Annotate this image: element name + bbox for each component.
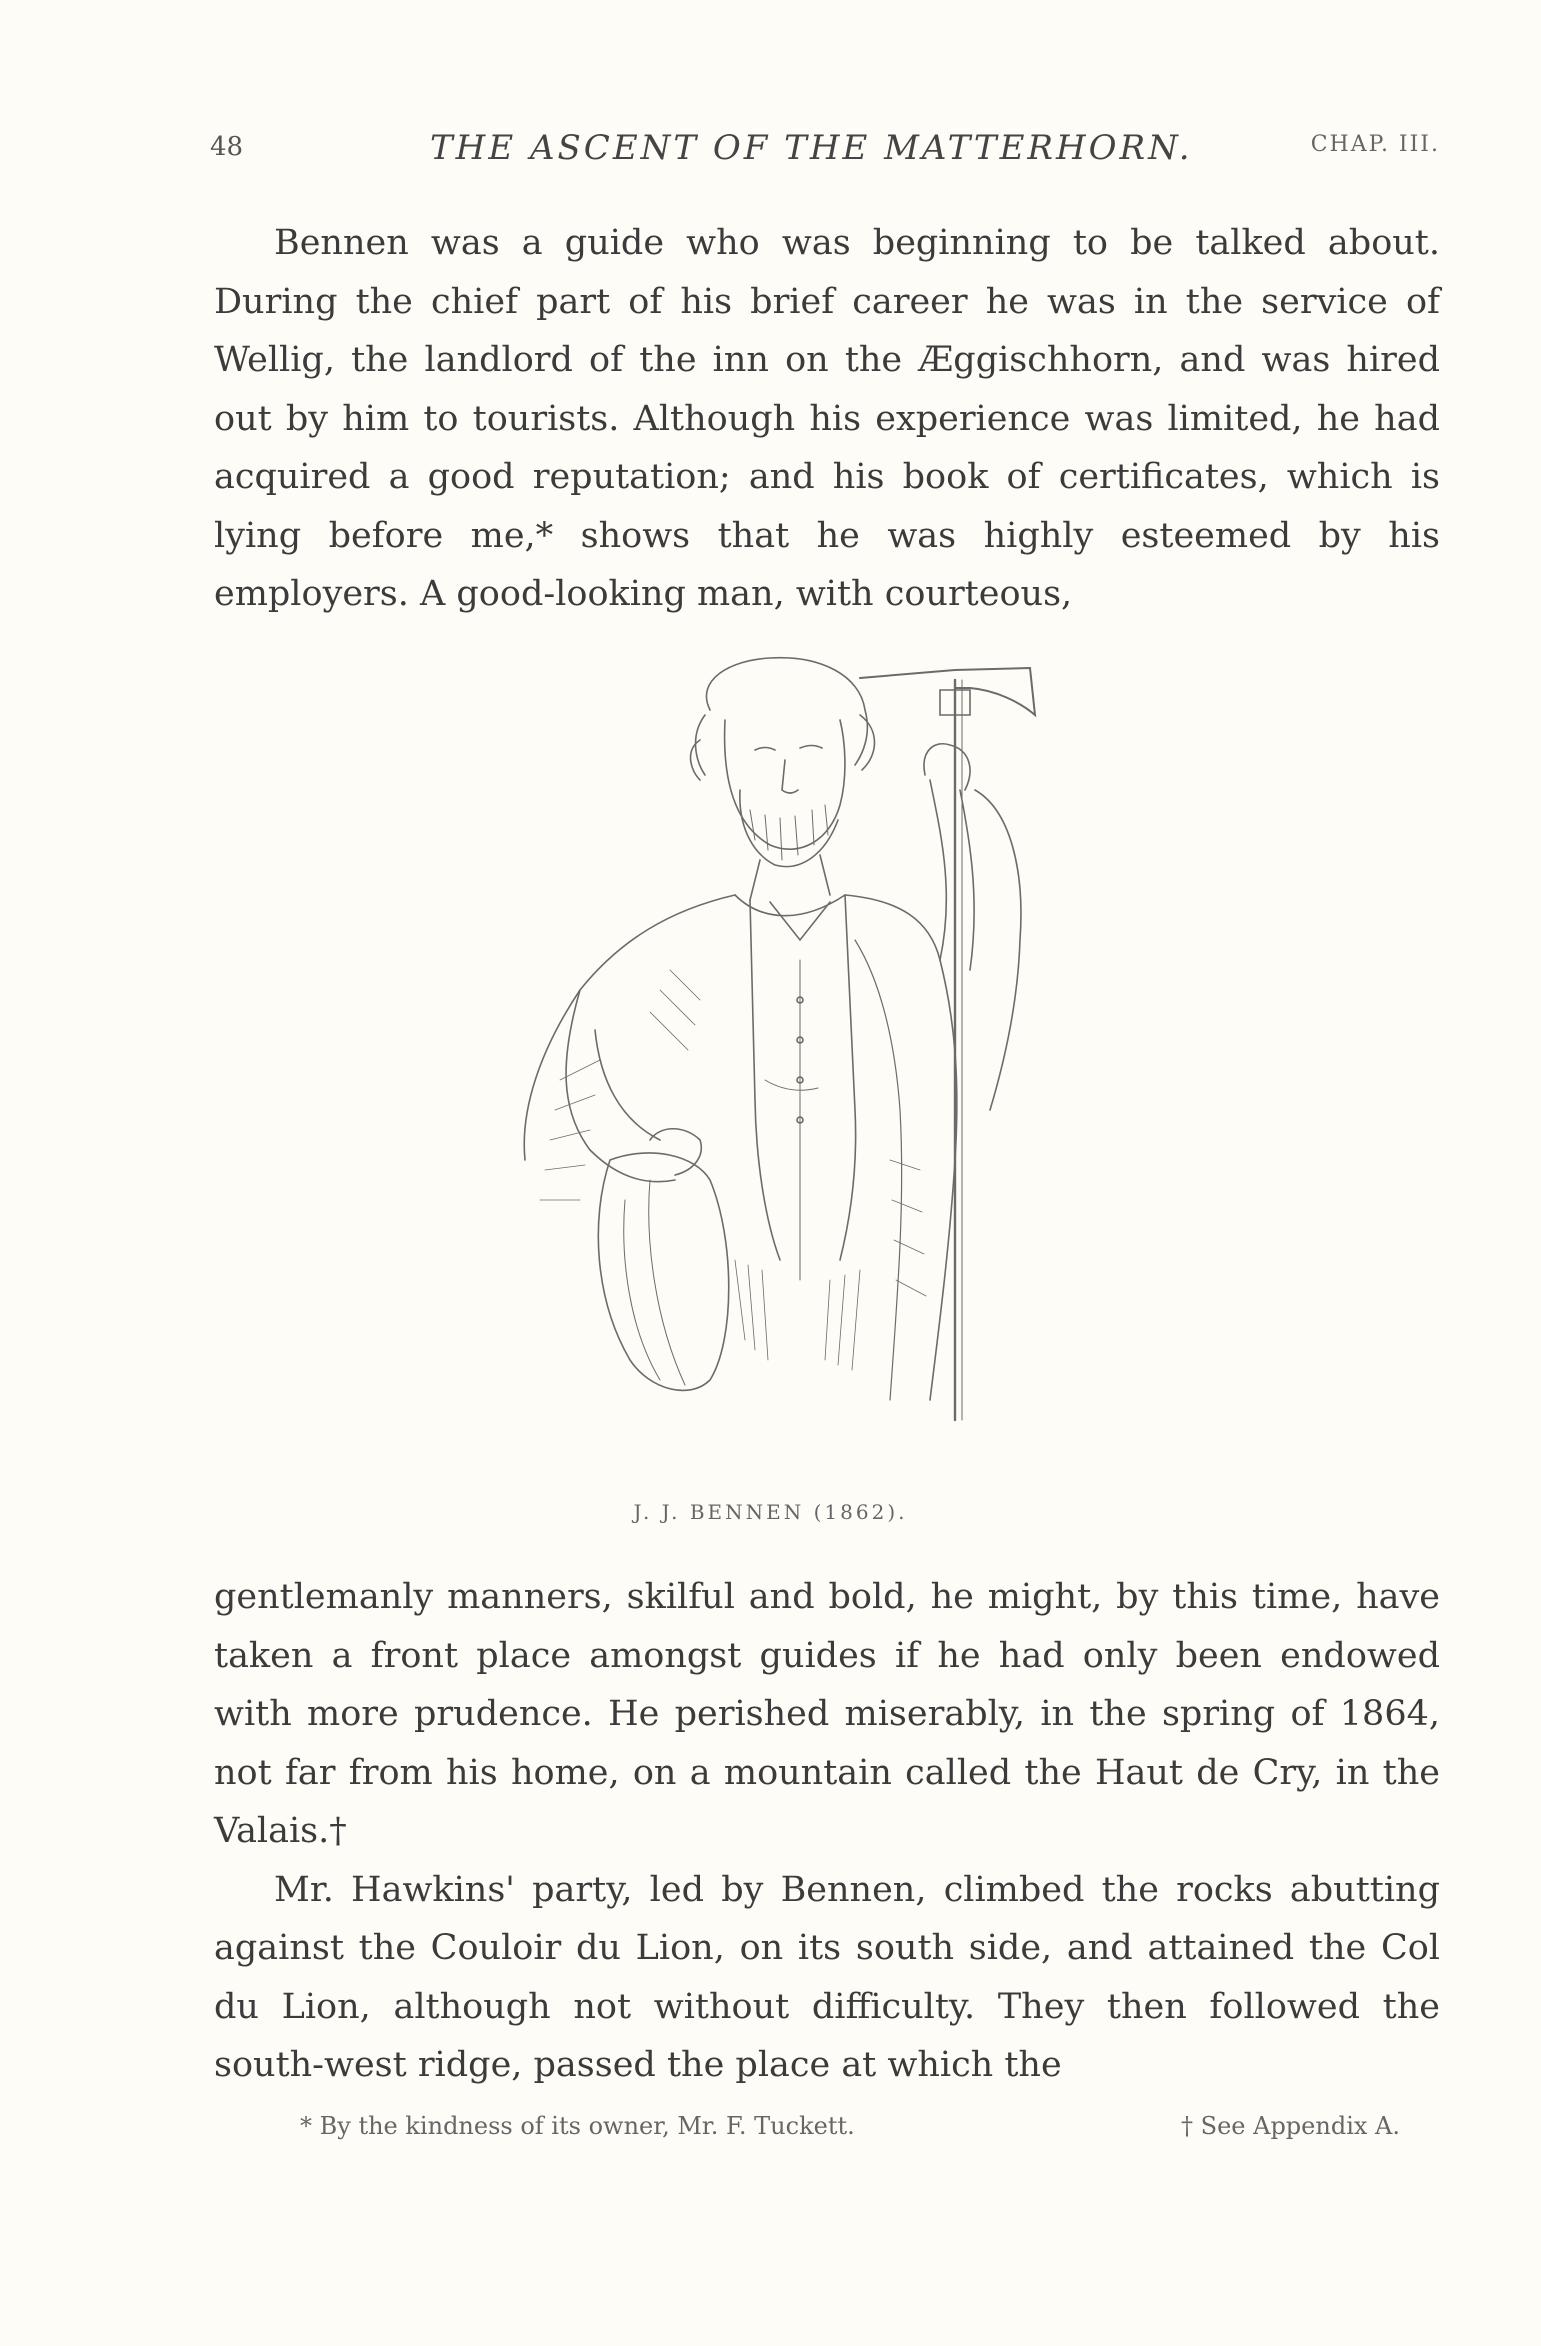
body-text-bottom [214, 1568, 1440, 2095]
running-title: THE ASCENT OF THE MATTERHORN. [430, 128, 1193, 168]
running-header [210, 128, 1440, 178]
footnote-appendix: † See Appendix A. [1181, 2112, 1400, 2140]
figure-caption: J. J. BENNEN (1862). [633, 1500, 908, 1524]
body-text-top [214, 214, 1440, 624]
chapter-reference: CHAP. III. [1310, 132, 1440, 157]
footnote-tuckett: * By the kindness of its owner, Mr. F. Tuckett. [300, 2112, 855, 2140]
paragraph-hawkins-party: Mr. Hawkins' party, led by Bennen, climbed the rocks abutting against the Couloir du Lion, on its south side, and attained the Col du Lion, although not without difficulty. They then followed the south-west ridge, passed the place at which the [214, 1869, 1440, 2085]
portrait-engraving [500, 640, 1200, 1470]
bennen-portrait-illustration [500, 640, 1200, 1470]
paragraph-bennen-intro: Bennen was a guide who was beginning to be talked about. During the chief part of his brief career he was in the service of Wellig, the landlord of the inn on the Æggischhorn, and was hired out by him to tourists. Although his experience was limited, he had acquired a good reputation; and his book of certificates, which is lying before me,* shows that he was highly esteemed by his employers. A good-looking man, with courteous, [214, 223, 1440, 614]
page-number: 48 [210, 132, 244, 162]
paragraph-bennen-continued: gentlemanly manners, skilful and bold, he might, by this time, have taken a front place amongst guides if he had only been endowed with more prudence. He perished miserably, in the spring of 1864, not far from his home, on a mountain called the Haut de Cry, in the Valais.† [214, 1577, 1440, 1851]
